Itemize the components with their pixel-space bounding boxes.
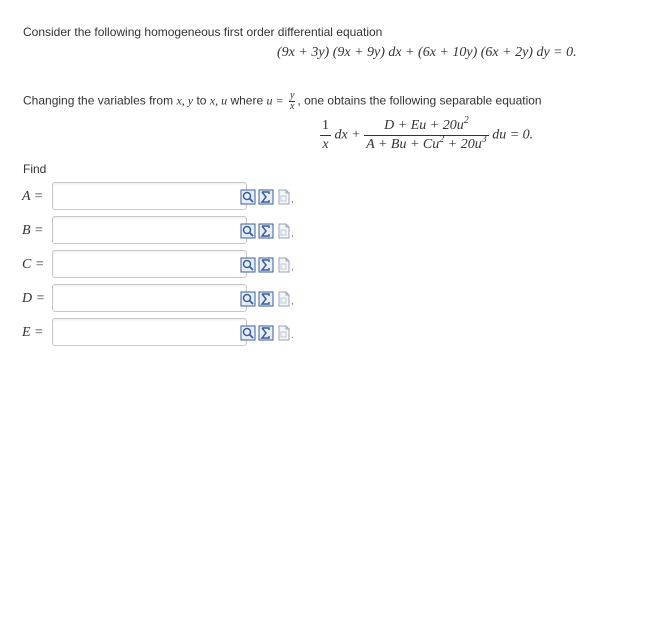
change-suffix: , one obtains the following separable equation bbox=[297, 93, 542, 108]
answer-row-a bbox=[22, 182, 302, 212]
answer-input-a[interactable] bbox=[52, 182, 247, 210]
answer-row-d bbox=[22, 284, 302, 314]
equation-editor-icon[interactable] bbox=[258, 189, 274, 205]
u-numerator: y bbox=[289, 90, 295, 101]
answer-label: A = bbox=[22, 189, 44, 204]
equation-editor-icon[interactable] bbox=[258, 291, 274, 307]
problem-intro: Consider the following homogeneous first order differential equation bbox=[23, 25, 383, 39]
separator-period: . bbox=[291, 330, 294, 341]
separable-equation bbox=[320, 117, 533, 154]
answer-input-e[interactable] bbox=[52, 318, 247, 346]
preview-icon[interactable] bbox=[240, 257, 256, 273]
answer-input-d[interactable] bbox=[52, 284, 247, 312]
answer-label: D = bbox=[22, 291, 46, 306]
answer-label: E = bbox=[22, 325, 44, 340]
help-icon[interactable] bbox=[276, 223, 292, 239]
separator-comma: , bbox=[291, 296, 294, 307]
sep-frac-main bbox=[364, 117, 489, 154]
preview-icon[interactable] bbox=[240, 291, 256, 307]
answer-row-b bbox=[22, 216, 302, 246]
answer-input-c[interactable] bbox=[52, 250, 247, 278]
u-equals: u = bbox=[266, 93, 284, 108]
equation-editor-icon[interactable] bbox=[258, 325, 274, 341]
preview-icon[interactable] bbox=[240, 325, 256, 341]
change-vars-from: x, y bbox=[176, 93, 194, 108]
separator-comma: , bbox=[291, 262, 294, 273]
change-variables-text bbox=[23, 91, 542, 112]
separator-comma: , bbox=[291, 228, 294, 239]
u-fraction bbox=[289, 91, 295, 112]
main-equation: (9x + 3y) (9x + 9y) dx + (6x + 10y) (6x + 2y) dy = 0. bbox=[277, 45, 577, 60]
equation-editor-icon[interactable] bbox=[258, 223, 274, 239]
preview-icon[interactable] bbox=[240, 223, 256, 239]
answer-input-b[interactable] bbox=[52, 216, 247, 244]
answer-row-e bbox=[22, 318, 302, 348]
answer-label: B = bbox=[22, 223, 44, 238]
sep-du-end: du = 0. bbox=[492, 127, 534, 143]
help-icon[interactable] bbox=[276, 189, 292, 205]
sep-dx-plus: dx + bbox=[334, 127, 361, 143]
sep-frac1-den: x bbox=[322, 137, 329, 152]
sep-frac2-num: $D + Eu + 20u^2$ bbox=[364, 117, 489, 136]
help-icon[interactable] bbox=[276, 257, 292, 273]
preview-icon[interactable] bbox=[240, 189, 256, 205]
answer-row-c bbox=[22, 250, 302, 280]
help-icon[interactable] bbox=[276, 325, 292, 341]
sep-frac2-den: $A + Bu + Cu^2 + 20u^3$ bbox=[366, 134, 487, 152]
u-denominator: x bbox=[289, 101, 295, 112]
sep-frac-one-over-x bbox=[320, 117, 331, 154]
answer-label: C = bbox=[22, 257, 45, 272]
equation-editor-icon[interactable] bbox=[258, 257, 274, 273]
separator-comma: , bbox=[291, 194, 294, 205]
find-label: Find bbox=[23, 162, 47, 176]
help-icon[interactable] bbox=[276, 291, 292, 307]
change-prefix: Changing the variables from bbox=[23, 93, 174, 108]
change-vars-to: x, u bbox=[209, 93, 228, 108]
change-to: to bbox=[196, 93, 207, 108]
change-where: where bbox=[230, 93, 264, 108]
sep-frac1-num: 1 bbox=[320, 117, 331, 136]
